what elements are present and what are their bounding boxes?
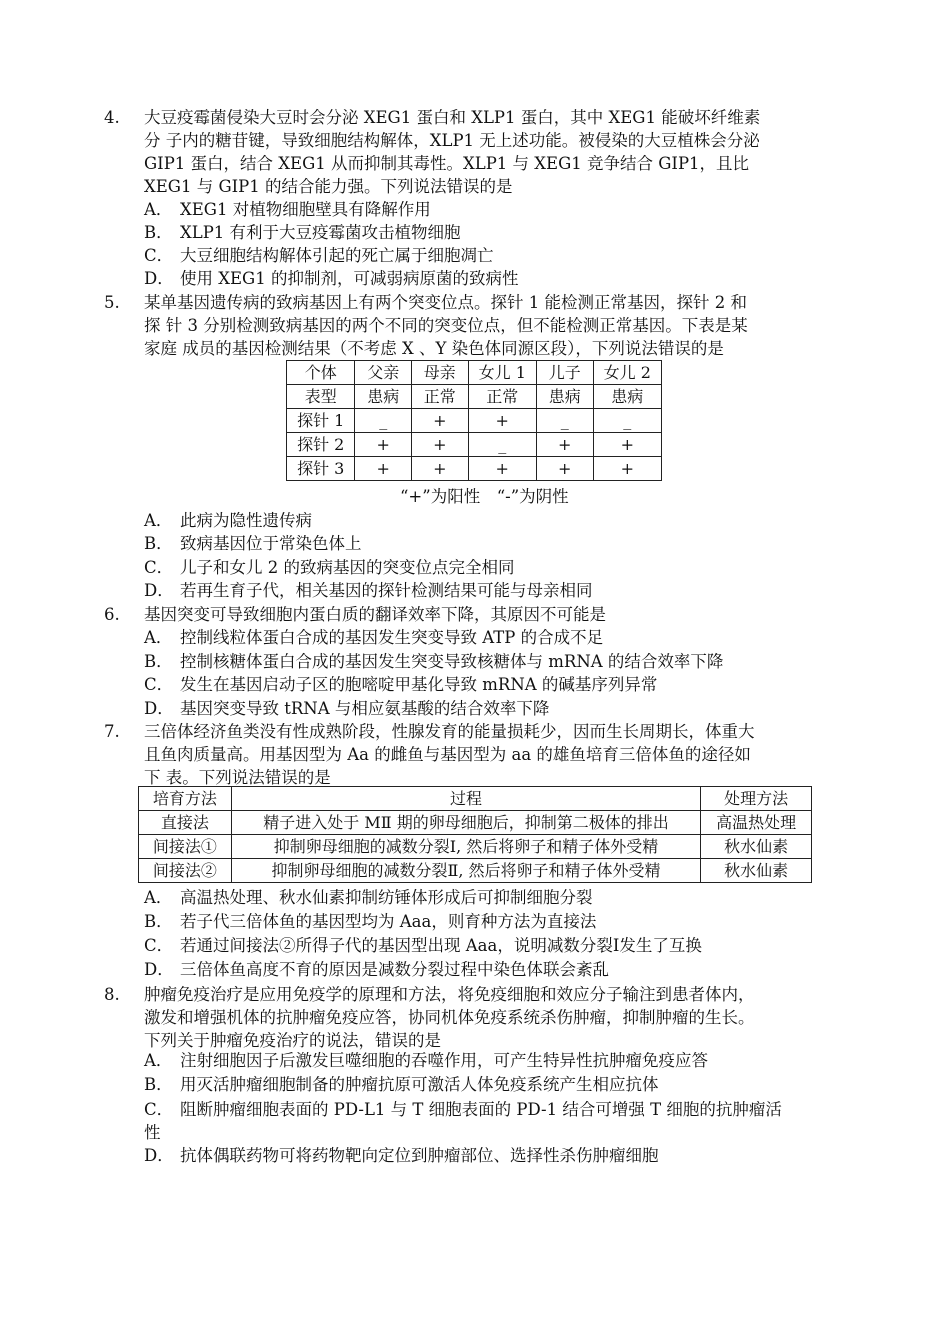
option-text: 注射细胞因子后激发巨噬细胞的吞噬作用，可产生特异性抗肿瘤免疫应答 [180, 1051, 708, 1070]
stem-line: 家庭 成员的基因检测结果（不考虑 X 、Y 染色体同源区段），下列说法错误的是 [144, 339, 724, 358]
option-label: D． [144, 269, 174, 288]
option-text: 若再生育子代，相关基因的探针检测结果可能与母亲相同 [180, 581, 593, 600]
table-cell: + [468, 409, 536, 433]
option-a[interactable] [144, 886, 854, 909]
option-text: 控制线粒体蛋白合成的基因发生突变导致 ATP 的合成不足 [180, 628, 604, 647]
table-header-cell: 个体 [287, 361, 355, 385]
table-cell: 间接法① [139, 835, 232, 859]
table-header-cell: 女儿 2 [593, 361, 661, 385]
table-cell: + [593, 457, 661, 481]
table-row [287, 409, 662, 433]
table-cell: 探针 2 [287, 433, 355, 457]
table-row [139, 859, 812, 883]
question-stem [144, 106, 854, 198]
stem-line: 肿瘤免疫治疗是应用免疫学的原理和方法，将免疫细胞和效应分子输注到患者体内， [144, 985, 755, 1004]
option-text: 高温热处理、秋水仙素抑制纺锤体形成后可抑制细胞分裂 [180, 888, 593, 907]
table-header-cell: 过程 [231, 787, 701, 811]
option-label: D． [144, 1146, 174, 1165]
stem-line: 大豆疫霉菌侵染大豆时会分泌 XEG1 蛋白和 XLP1 蛋白，其中 XEG1 能破坏纤维素 [144, 108, 761, 127]
option-label: A． [144, 888, 173, 907]
table-cell: 抑制卵母细胞的减数分裂Ⅱ, 然后将卵子和精子体外受精 [231, 859, 701, 883]
table-cell: 正常 [411, 385, 468, 409]
table-cell: 正常 [468, 385, 536, 409]
option-d[interactable] [144, 579, 854, 602]
option-text: XEG1 对植物细胞壁具有降解作用 [180, 200, 431, 219]
table-cell: 精子进入处于 MⅡ 期的卵母细胞后，抑制第二极体的排出 [231, 811, 701, 835]
option-d[interactable] [144, 1144, 854, 1167]
option-d[interactable] [144, 697, 854, 720]
option-text: 控制核糖体蛋白合成的基因发生突变导致核糖体与 mRNA 的结合效率下降 [180, 652, 724, 671]
option-c[interactable] [144, 556, 854, 579]
table-header-cell: 培育方法 [139, 787, 232, 811]
table-cell: + [536, 433, 593, 457]
table-row [287, 457, 662, 481]
question-number: 5. [104, 293, 120, 312]
option-c[interactable] [144, 1098, 854, 1121]
table-cell: 秋水仙素 [701, 859, 812, 883]
option-a[interactable] [144, 509, 854, 532]
option-text: 抗体偶联药物可将药物靶向定位到肿瘤部位、选择性杀伤肿瘤细胞 [180, 1146, 659, 1165]
stem-line: 分 子内的糖苷键，导致细胞结构解体，XLP1 无上述功能。被侵染的大豆植株会分泌 [144, 131, 760, 150]
option-label: A． [144, 511, 173, 530]
table-cell: _ [593, 409, 661, 433]
table-cell: 探针 1 [287, 409, 355, 433]
option-label: A． [144, 200, 173, 219]
option-text: 若通过间接法②所得子代的基因型出现 Aaa，说明减数分裂Ⅰ发生了互换 [180, 936, 702, 955]
question-number: 8. [104, 985, 120, 1004]
option-text: 性 [144, 1123, 161, 1142]
table-cell: 表型 [287, 385, 355, 409]
option-b[interactable] [144, 910, 854, 933]
option-text: 此病为隐性遗传病 [180, 511, 312, 530]
table-cell: + [411, 457, 468, 481]
option-text: 发生在基因启动子区的胞嘧啶甲基化导致 mRNA 的碱基序列异常 [180, 675, 658, 694]
stem-line: GIP1 蛋白，结合 XEG1 从而抑制其毒性。XLP1 与 XEG1 竞争结合 GIP1，且比 [144, 154, 750, 173]
option-b[interactable] [144, 1073, 854, 1096]
table-cell: 间接法② [139, 859, 232, 883]
option-a[interactable] [144, 198, 854, 221]
option-c[interactable] [144, 934, 854, 957]
table-header-cell: 父亲 [355, 361, 412, 385]
table-cell: + [411, 433, 468, 457]
option-text: 用灭活肿瘤细胞制备的肿瘤抗原可激活人体免疫系统产生相应抗体 [180, 1075, 659, 1094]
table-header-cell: 儿子 [536, 361, 593, 385]
option-label: A． [144, 628, 173, 647]
table-header-cell: 处理方法 [701, 787, 812, 811]
option-d[interactable] [144, 267, 854, 290]
table-cell: 患病 [536, 385, 593, 409]
stem-line: 基因突变可导致细胞内蛋白质的翻译效率下降，其原因不可能是 [144, 605, 606, 624]
table-cell: _ [355, 409, 412, 433]
question-stem [144, 983, 864, 1052]
stem-line: 探 针 3 分别检测致病基因的两个不同的突变位点，但不能检测正常基因。下表是某 [144, 316, 748, 335]
table-cell: 患病 [355, 385, 412, 409]
table-cell: 秋水仙素 [701, 835, 812, 859]
table-cell: 抑制卵母细胞的减数分裂Ⅰ, 然后将卵子和精子体外受精 [231, 835, 701, 859]
option-label: C． [144, 675, 174, 694]
table-header-cell: 女儿 1 [468, 361, 536, 385]
stem-line: 三倍体经济鱼类没有性成熟阶段，性腺发育的能量损耗少，因而生长周期长，体重大 [144, 722, 755, 741]
option-text: 基因突变导致 tRNA 与相应氨基酸的结合效率下降 [180, 699, 550, 718]
option-text: 若子代三倍体鱼的基因型均为 Aaa，则育种方法为直接法 [180, 912, 597, 931]
question-stem [144, 720, 864, 789]
stem-line: 激发和增强机体的抗肿瘤免疫应答，协同机体免疫系统杀伤肿瘤，抑制肿瘤的生长。 [144, 1008, 755, 1027]
question-number: 6. [104, 605, 120, 624]
table-header-row [139, 787, 812, 811]
option-label: C． [144, 936, 174, 955]
option-label: C． [144, 1100, 174, 1119]
gene-probe-table [286, 360, 662, 481]
table-row [139, 811, 812, 835]
table-note: “+”为阳性 “-”为阴性 [400, 487, 569, 506]
option-text: 致病基因位于常染色体上 [180, 534, 362, 553]
option-text: 使用 XEG1 的抑制剂，可减弱病原菌的致病性 [180, 269, 519, 288]
table-cell: 直接法 [139, 811, 232, 835]
stem-line: 下列关于肿瘤免疫治疗的说法，错误的是 [144, 1031, 441, 1050]
option-label: D． [144, 581, 174, 600]
stem-line: 下 表。下列说法错误的是 [144, 768, 331, 787]
option-text: 儿子和女儿 2 的致病基因的突变位点完全相同 [180, 558, 515, 577]
table-cell: + [468, 457, 536, 481]
table-header-cell: 母亲 [411, 361, 468, 385]
option-c-continued [144, 1121, 854, 1144]
table-cell: + [593, 433, 661, 457]
option-b[interactable] [144, 221, 854, 244]
option-label: C． [144, 246, 174, 265]
option-label: B． [144, 223, 173, 242]
option-b[interactable] [144, 532, 854, 555]
stem-line: 且鱼肉质量高。用基因型为 Aa 的雌鱼与基因型为 aa 的雄鱼培育三倍体鱼的途径如 [144, 745, 751, 764]
table-row [287, 433, 662, 457]
option-label: B． [144, 1075, 173, 1094]
option-text: 大豆细胞结构解体引起的死亡属于细胞凋亡 [180, 246, 494, 265]
question-stem [144, 603, 854, 626]
table-cell: 患病 [593, 385, 661, 409]
option-label: B． [144, 652, 173, 671]
option-text: 三倍体鱼高度不育的原因是减数分裂过程中染色体联会紊乱 [180, 960, 609, 979]
stem-line: XEG1 与 GIP1 的结合能力强。下列说法错误的是 [144, 177, 513, 196]
option-label: D． [144, 699, 174, 718]
table-cell: 探针 3 [287, 457, 355, 481]
option-label: C． [144, 558, 174, 577]
stem-line: 某单基因遗传病的致病基因上有两个突变位点。探针 1 能检测正常基因，探针 2 和 [144, 293, 747, 312]
table-row [287, 385, 662, 409]
option-c[interactable] [144, 673, 854, 696]
option-label: B． [144, 912, 173, 931]
table-cell: + [355, 433, 412, 457]
table-cell: 高温热处理 [701, 811, 812, 835]
table-cell: _ [468, 433, 536, 457]
option-c[interactable] [144, 244, 854, 267]
option-label: B． [144, 534, 173, 553]
question-number: 7. [104, 722, 120, 741]
option-b[interactable] [144, 650, 854, 673]
option-label: A． [144, 1051, 173, 1070]
question-stem [144, 291, 854, 360]
option-label: D． [144, 960, 174, 979]
breeding-method-table [138, 786, 812, 883]
table-cell: + [411, 409, 468, 433]
question-number: 4. [104, 108, 120, 127]
option-text: XLP1 有利于大豆疫霉菌攻击植物细胞 [180, 223, 461, 242]
option-text: 阻断肿瘤细胞表面的 PD-L1 与 T 细胞表面的 PD-1 结合可增强 T 细胞的抗肿瘤活 [180, 1100, 782, 1119]
table-cell: _ [536, 409, 593, 433]
table-cell: + [355, 457, 412, 481]
option-d[interactable] [144, 958, 854, 981]
option-a[interactable] [144, 626, 854, 649]
option-a[interactable] [144, 1049, 854, 1072]
table-header-row [287, 361, 662, 385]
table-cell: + [536, 457, 593, 481]
table-row [139, 835, 812, 859]
